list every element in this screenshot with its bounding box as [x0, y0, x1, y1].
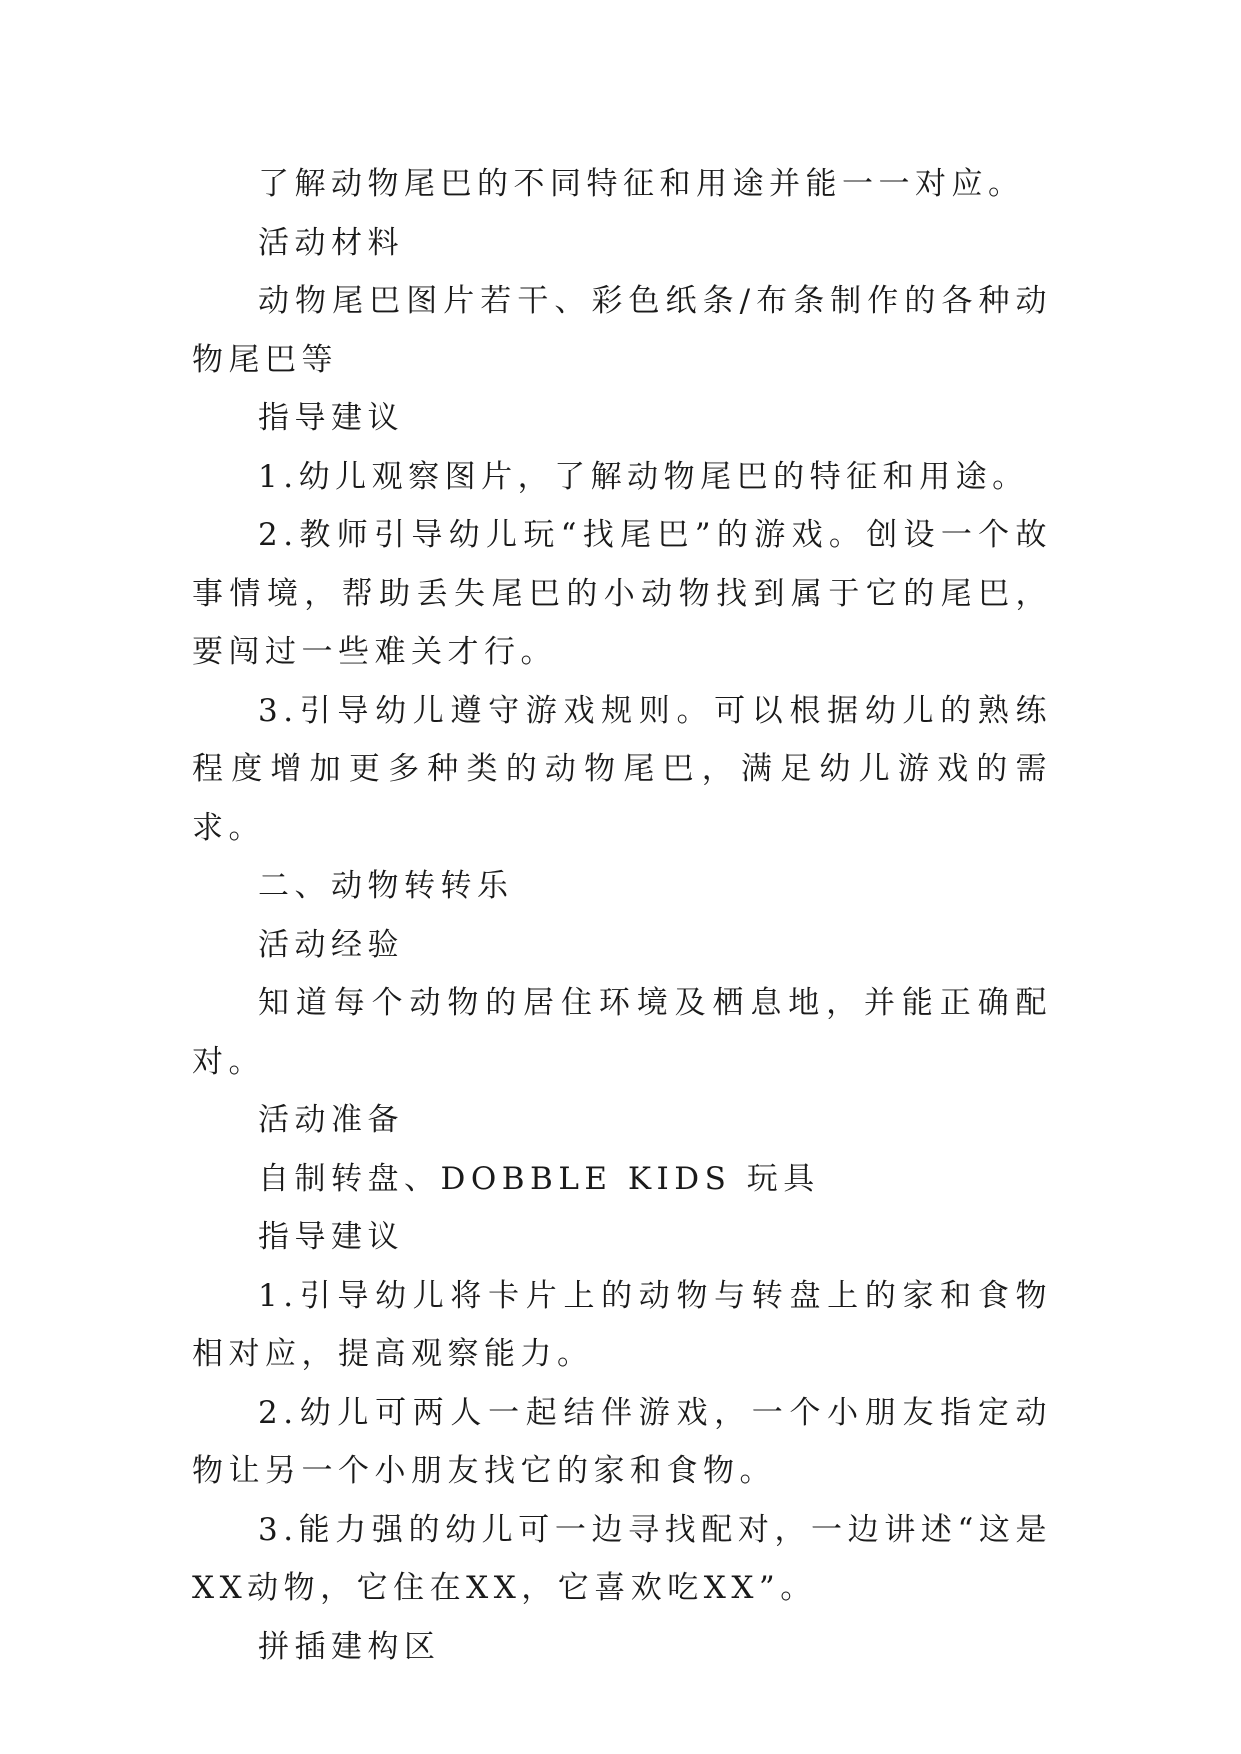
- list-item: 2.幼儿可两人一起结伴游戏，一个小朋友指定动物让另一个小朋友找它的家和食物。: [192, 1394, 1052, 1489]
- section-heading: 活动材料: [258, 224, 404, 261]
- section-heading: 拼插建构区: [258, 1628, 441, 1665]
- list-item: 1.引导幼儿将卡片上的动物与转盘上的家和食物相对应，提高观察能力。: [192, 1277, 1052, 1372]
- section-heading: 指导建议: [258, 1219, 404, 1255]
- section-heading: 活动准备: [258, 1102, 404, 1138]
- section-heading: 二、动物转转乐: [258, 868, 514, 904]
- list-item: 3.引导幼儿遵守游戏规则。可以根据幼儿的熟练程度增加更多种类的动物尾巴，满足幼儿游戏的需求。: [192, 692, 1052, 846]
- paragraph: 自制转盘、DOBBLE KIDS 玩具: [258, 1160, 820, 1197]
- section-heading: 活动经验: [258, 926, 404, 963]
- section-heading: 指导建议: [258, 400, 404, 436]
- paragraph: 动物尾巴图片若干、彩色纸条/布条制作的各种动物尾巴等: [192, 283, 1052, 378]
- paragraph: 了解动物尾巴的不同特征和用途并能一一对应。: [258, 166, 1025, 202]
- list-item: 3.能力强的幼儿可一边寻找配对，一边讲述“这是XX动物，它住在XX，它喜欢吃XX”。: [192, 1511, 1052, 1606]
- list-item: 2.教师引导幼儿玩“找尾巴”的游戏。创设一个故事情境，帮助丢失尾巴的小动物找到属于它的尾巴，要闯过一些难关才行。: [192, 517, 1052, 670]
- list-item: 1.幼儿观察图片，了解动物尾巴的特征和用途。: [258, 458, 1029, 495]
- paragraph: 知道每个动物的居住环境及栖息地，并能正确配对。: [192, 985, 1052, 1080]
- document-body: [192, 155, 1052, 1676]
